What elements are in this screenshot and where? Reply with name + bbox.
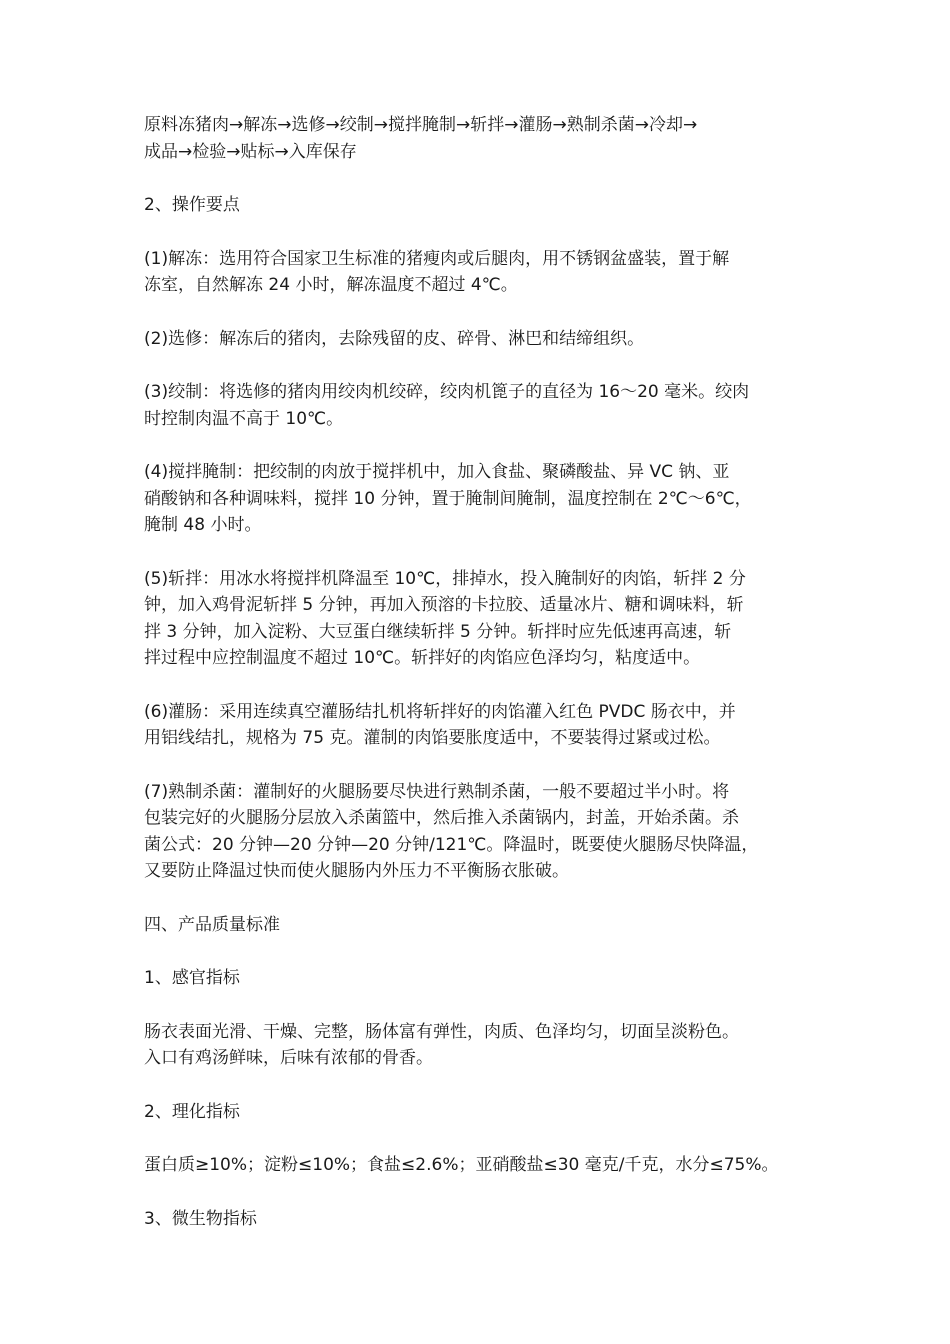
text-line: 原料冻猪肉→解冻→选修→绞制→搅拌腌制→斩拌→灌肠→熟制杀菌→冷却→	[144, 115, 698, 135]
text-line: (4)搅拌腌制：把绞制的肉放于搅拌机中，加入食盐、聚磷酸盐、异 VC 钠、亚	[144, 462, 730, 482]
text-line: 时控制肉温不高于 10℃。	[144, 408, 344, 429]
text-line: 入口有鸡汤鲜味，后味有浓郁的骨香。	[144, 1048, 433, 1068]
text-line: 硝酸钠和各种调味料，搅拌 10 分钟，置于腌制间腌制，温度控制在 2℃～6℃，	[144, 488, 752, 509]
section-heading-quality	[144, 912, 816, 939]
step-stuffing	[144, 699, 816, 752]
section-heading-operation	[144, 192, 816, 219]
step-grinding	[144, 379, 816, 432]
text-line: 成品→检验→贴标→入库保存	[144, 141, 357, 162]
heading-line: 1、感官指标	[144, 968, 240, 988]
heading-line: 2、操作要点	[144, 195, 240, 215]
text-line: 拌过程中应控制温度不超过 10℃。斩拌好的肉馅应色泽均匀，粘度适中。	[144, 648, 701, 668]
text-line: (5)斩拌：用冰水将搅拌机降温至 10℃，排掉水，投入腌制好的肉馅，斩拌 2 分	[144, 568, 746, 589]
step-thawing	[144, 246, 816, 299]
text-line: 蛋白质≥10%；淀粉≤10%；食盐≤2.6%；亚硝酸盐≤30 毫克/千克，水分≤75%。	[144, 1155, 779, 1175]
document-page	[144, 112, 816, 1232]
text-line: 钟，加入鸡骨泥斩拌 5 分钟，再加入预溶的卡拉胶、适量冰片、糖和调味料，斩	[144, 595, 744, 615]
text-line: 用铝线结扎，规格为 75 克。灌制的肉馅要胀度适中，不要装得过紧或过松。	[144, 728, 721, 748]
text-line: (3)绞制：将选修的猪肉用绞肉机绞碎，绞肉机篦子的直径为 16～20 毫米。绞肉	[144, 382, 750, 402]
sensory-description	[144, 1019, 816, 1072]
text-line: 包装完好的火腿肠分层放入杀菌篮中，然后推入杀菌锅内，封盖，开始杀菌。杀	[144, 808, 739, 828]
heading-line: 2、理化指标	[144, 1101, 240, 1122]
text-line: 拌 3 分钟，加入淀粉、大豆蛋白继续斩拌 5 分钟。斩拌时应先低速再高速，斩	[144, 621, 732, 642]
step-cooking-sterilizing	[144, 779, 816, 885]
text-line: (1)解冻：选用符合国家卫生标准的猪瘦肉或后腿肉，用不锈钢盆盛装，置于解	[144, 248, 730, 269]
step-mixing-curing	[144, 459, 816, 539]
process-flow-text	[144, 112, 816, 165]
step-trimming	[144, 326, 816, 353]
text-line: 菌公式：20 分钟—20 分钟—20 分钟/121℃。降温时，既要使火腿肠尽快降温，	[144, 834, 759, 855]
heading-line: 四、产品质量标准	[144, 914, 280, 935]
text-line: 腌制 48 小时。	[144, 515, 262, 535]
text-line: (2)选修：解冻后的猪肉，去除残留的皮、碎骨、淋巴和结缔组织。	[144, 328, 645, 349]
step-chopping	[144, 566, 816, 672]
text-line: 肠衣表面光滑、干燥、完整，肠体富有弹性，肉质、色泽均匀，切面呈淡粉色。	[144, 1021, 739, 1042]
subheading-physchem	[144, 1099, 816, 1126]
heading-line: 3、微生物指标	[144, 1208, 257, 1229]
subheading-microbial	[144, 1206, 816, 1233]
text-line: (6)灌肠：采用连续真空灌肠结扎机将斩拌好的肉馅灌入红色 PVDC 肠衣中，并	[144, 701, 736, 722]
physchem-description	[144, 1152, 816, 1179]
text-line: (7)熟制杀菌：灌制好的火腿肠要尽快进行熟制杀菌，一般不要超过半小时。将	[144, 781, 730, 802]
subheading-sensory	[144, 965, 816, 992]
text-line: 冻室，自然解冻 24 小时，解冻温度不超过 4℃。	[144, 275, 518, 295]
text-line: 又要防止降温过快而使火腿肠内外压力不平衡肠衣胀破。	[144, 861, 569, 881]
